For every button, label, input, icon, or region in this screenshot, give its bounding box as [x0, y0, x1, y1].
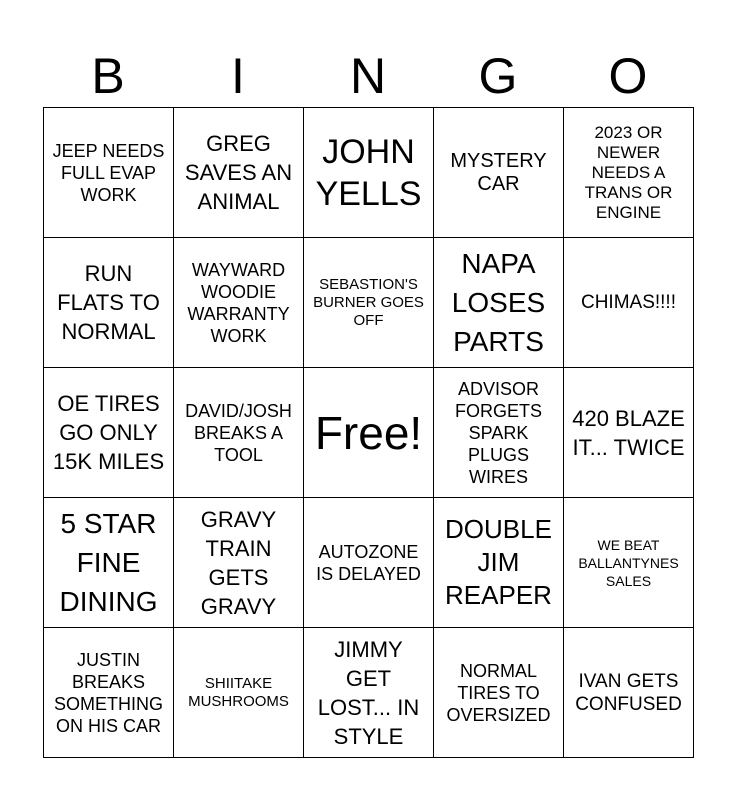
bingo-cell-r2-c1[interactable] — [44, 238, 174, 368]
bingo-cell-r2-c5[interactable] — [564, 238, 694, 368]
bingo-cell-r3-c1[interactable] — [44, 368, 174, 498]
bingo-cell-r5-c2[interactable] — [174, 628, 304, 758]
cell-text: IVAN GETS CONFUSED — [575, 670, 682, 715]
cell-text: 420 BLAZE IT... TWICE — [572, 405, 685, 460]
bingo-cell-r3-c4[interactable] — [434, 368, 564, 498]
cell-text: 5 STAR FINE DINING — [59, 508, 158, 617]
bingo-cell-r1-c3[interactable] — [304, 108, 434, 238]
bingo-card-grid — [43, 107, 694, 758]
cell-text: Free! — [314, 406, 423, 459]
bingo-cell-r1-c4[interactable] — [434, 108, 564, 238]
bingo-cell-r1-c5[interactable] — [564, 108, 694, 238]
bingo-cell-r2-c2[interactable] — [174, 238, 304, 368]
cell-text: WAYWARD WOODIE WARRANTY WORK — [187, 259, 290, 346]
header-letter-n: N — [349, 48, 387, 104]
cell-text: JUSTIN BREAKS SOMETHING ON HIS CAR — [53, 649, 163, 736]
cell-text: DOUBLE JIM REAPER — [445, 514, 552, 610]
header-letter-b: B — [91, 48, 125, 104]
bingo-cell-r5-c5[interactable] — [564, 628, 694, 758]
bingo-cell-r5-c1[interactable] — [44, 628, 174, 758]
cell-text: SEBASTION'S BURNER GOES OFF — [313, 275, 424, 329]
bingo-cell-r4-c4[interactable] — [434, 498, 564, 628]
cell-text: JIMMY GET LOST... IN STYLE — [317, 636, 420, 749]
cell-text: GREG SAVES AN ANIMAL — [184, 131, 293, 214]
bingo-cell-r4-c1[interactable] — [44, 498, 174, 628]
bingo-cell-r2-c3[interactable] — [304, 238, 434, 368]
cell-text: GRAVY TRAIN GETS GRAVY — [200, 506, 277, 619]
cell-text: MYSTERY CAR — [450, 149, 547, 195]
bingo-cell-r3-c3-free[interactable] — [304, 368, 434, 498]
cell-text: SHIITAKE MUSHROOMS — [188, 674, 289, 710]
bingo-cell-r2-c4[interactable] — [434, 238, 564, 368]
bingo-cell-r1-c1[interactable] — [44, 108, 174, 238]
cell-text: NORMAL TIRES TO OVERSIZED — [446, 660, 551, 725]
bingo-cell-r3-c5[interactable] — [564, 368, 694, 498]
bingo-cell-r5-c3[interactable] — [304, 628, 434, 758]
cell-text: DAVID/JOSH BREAKS A TOOL — [185, 400, 292, 465]
cell-text: JEEP NEEDS FULL EVAP WORK — [52, 140, 165, 205]
bingo-header — [43, 40, 693, 108]
cell-text: ADVISOR FORGETS SPARK PLUGS WIRES — [454, 378, 542, 487]
header-letter-g: G — [478, 48, 518, 104]
cell-text: 2023 OR NEWER NEEDS A TRANS OR ENGINE — [584, 122, 673, 222]
cell-text: NAPA LOSES PARTS — [451, 248, 546, 357]
header-letter-o: O — [608, 48, 648, 104]
cell-text: AUTOZONE IS DELAYED — [316, 541, 421, 584]
bingo-cell-r4-c5[interactable] — [564, 498, 694, 628]
bingo-cell-r4-c3[interactable] — [304, 498, 434, 628]
cell-text: RUN FLATS TO NORMAL — [57, 261, 160, 344]
bingo-cell-r1-c2[interactable] — [174, 108, 304, 238]
bingo-cell-r5-c4[interactable] — [434, 628, 564, 758]
header-letter-i: I — [231, 48, 245, 104]
cell-text: JOHN YELLS — [315, 132, 422, 213]
bingo-cell-r4-c2[interactable] — [174, 498, 304, 628]
bingo-cell-r3-c2[interactable] — [174, 368, 304, 498]
cell-text: OE TIRES GO ONLY 15K MILES — [52, 391, 165, 474]
cell-text: WE BEAT BALLANTYNES SALES — [578, 536, 679, 589]
cell-text: CHIMAS!!!! — [580, 292, 676, 313]
